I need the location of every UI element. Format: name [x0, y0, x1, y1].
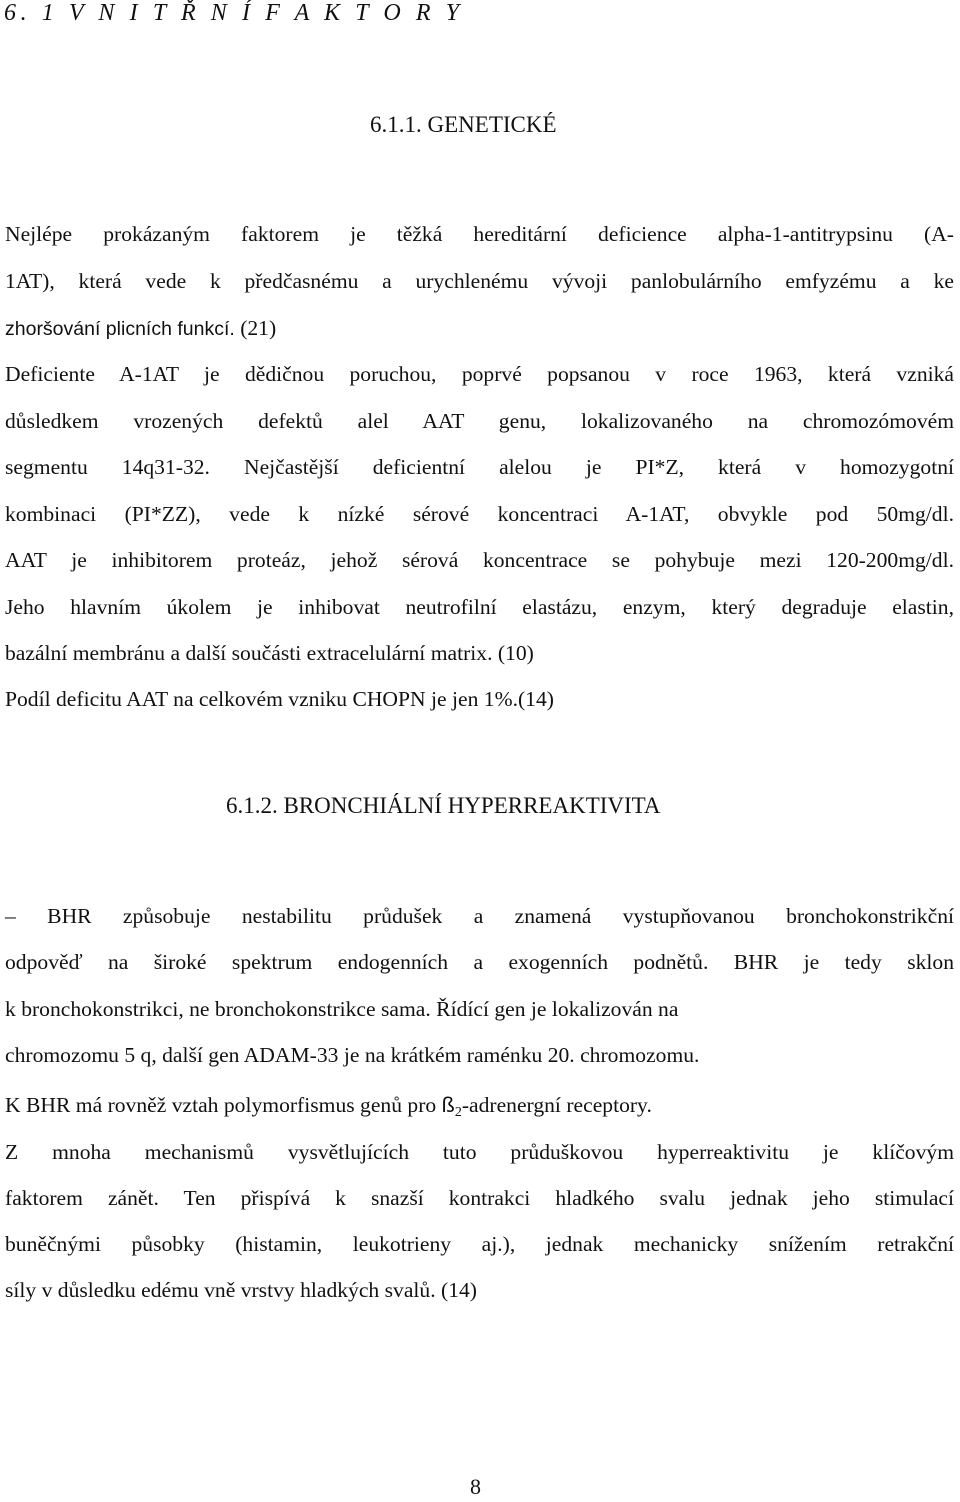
- paragraph-text: zhoršování plicních funkcí.: [5, 318, 235, 340]
- chapter-title: 6. 1 V N I T Ř N Í F A K T O R Y: [4, 0, 464, 26]
- paragraph-line: bazální membránu a další součásti extracelulární matrix. (10): [5, 641, 534, 665]
- paragraph-line: odpověď na široké spektrum endogenních a exogenních podnětů. BHR je tedy sklon: [5, 950, 954, 974]
- beta-symbol: ß: [441, 1092, 455, 1117]
- section-heading-genetic: 6.1.1. GENETICKÉ: [370, 112, 557, 137]
- paragraph-line: 1AT), která vede k předčasnému a urychlenému vývoji panlobulárního emfyzému a ke: [5, 269, 954, 293]
- paragraph-text: (21): [234, 316, 277, 340]
- paragraph-line: AAT je inhibitorem proteáz, jehož sérová koncentrace se pohybuje mezi 120-200mg/dl.: [5, 548, 954, 572]
- paragraph-line: kombinaci (PI*ZZ), vede k nízké sérové koncentraci A-1AT, obvykle pod 50mg/dl.: [5, 502, 954, 526]
- subscript: 2: [454, 1105, 462, 1120]
- paragraph-line: Nejlépe prokázaným faktorem je těžká hereditární deficience alpha-1-antitrypsinu (A-: [5, 222, 954, 246]
- paragraph-text: K BHR má rovněž vztah polymorfismus genů pro: [5, 1093, 442, 1117]
- paragraph-text: Nejčastější deficientní alelou je PI*Z, která v homozygotní: [209, 455, 954, 479]
- paragraph-line: [5, 1090, 954, 1128]
- paragraph-line: Jeho hlavním úkolem je inhibovat neutrofilní elastázu, enzym, který degraduje elastin,: [5, 595, 954, 619]
- paragraph-line: důsledkem vrozených defektů alel AAT genu, lokalizovaného na chromozómovém: [5, 409, 954, 433]
- paragraph-line: Deficiente A-1AT je dědičnou poruchou, poprvé popsanou v roce 1963, která vzniká: [5, 362, 954, 386]
- page-number: 8: [470, 1474, 481, 1499]
- paragraph-text: segmentu 14q31-32.: [5, 455, 210, 479]
- paragraph-text: -adrenergní receptory.: [461, 1093, 652, 1117]
- paragraph-line: faktorem zánět. Ten přispívá k snazší kontrakci hladkého svalu jednak jeho stimulací: [5, 1186, 954, 1210]
- paragraph-line: chromozomu 5 q, další gen ADAM-33 je na krátkém raménku 20. chromozomu.: [5, 1043, 700, 1067]
- paragraph-line: k bronchokonstrikci, ne bronchokonstrikce sama. Řídící gen je lokalizován na: [5, 997, 679, 1021]
- paragraph-line: Podíl deficitu AAT na celkovém vzniku CHOPN je jen 1%.(14): [5, 687, 554, 711]
- paragraph-line: síly v důsledku edému vně vrstvy hladkých svalů. (14): [5, 1278, 477, 1302]
- paragraph-line: – BHR způsobuje nestabilitu průdušek a znamená vystupňovanou bronchokonstrikční: [5, 904, 954, 928]
- paragraph-line: Z mnoha mechanismů vysvětlujících tuto průduškovou hyperreaktivitu je klíčovým: [5, 1140, 954, 1164]
- paragraph-line: [5, 313, 954, 344]
- paragraph-line: [5, 452, 954, 482]
- paragraph-line: buněčnými působky (histamin, leukotrieny aj.), jednak mechanicky snížením retrakční: [5, 1232, 954, 1256]
- section-heading-bronchial: 6.1.2. BRONCHIÁLNÍ HYPERREAKTIVITA: [226, 793, 661, 818]
